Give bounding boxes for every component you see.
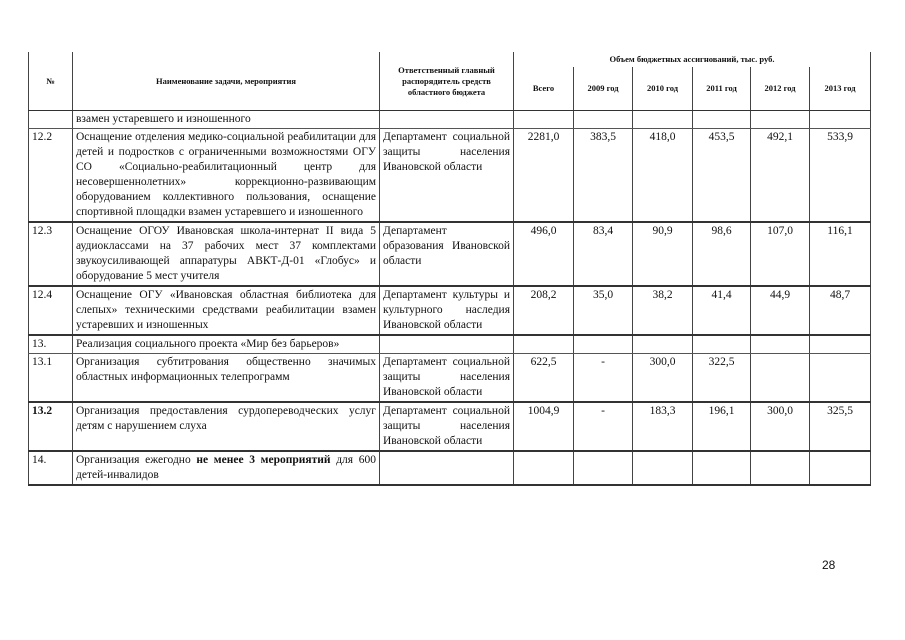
row-year-2011 bbox=[693, 335, 751, 354]
row-dept: Департамент социальной защиты населения Ивановской области bbox=[380, 129, 514, 223]
table-row bbox=[29, 111, 871, 129]
row-year-2012 bbox=[751, 451, 810, 485]
table-row bbox=[29, 402, 871, 451]
header-year-2009: 2009 год bbox=[574, 67, 633, 111]
row-task bbox=[73, 451, 380, 485]
row-dept: Департамент образования Ивановской области bbox=[380, 222, 514, 286]
row-year-2012 bbox=[751, 354, 810, 403]
row-task: Оснащение отделения медико-социальной реабилитации для детей и подростков с ограниченными возможностями ОГУ СО «Социально-реабилитационный центр для несовершеннолетних» коррекционно-развивающим оборудованием коллективного пользования, оснащение спортивной площадки взамен устаревшего и изношенного bbox=[73, 129, 380, 223]
row-num: 12.3 bbox=[29, 222, 73, 286]
budget-table bbox=[28, 52, 871, 486]
row-dept bbox=[380, 451, 514, 485]
row-year-2010 bbox=[633, 335, 693, 354]
row-task: Организация субтитрования общественно значимых областных информационных телепрограмм bbox=[73, 354, 380, 403]
table-row bbox=[29, 451, 871, 485]
row-dept: Департамент социальной защиты населения Ивановской области bbox=[380, 354, 514, 403]
row-num: 13.1 bbox=[29, 354, 73, 403]
row-total bbox=[514, 335, 574, 354]
row-year-2013 bbox=[810, 451, 871, 485]
row-task: Оснащение ОГУ «Ивановская областная библиотека для слепых» техническими средствами реабилитации взамен устаревших и изношенных bbox=[73, 286, 380, 335]
row-year-2013 bbox=[810, 335, 871, 354]
row-year-2012: 492,1 bbox=[751, 129, 810, 223]
row-task-bold: не менее 3 мероприятий bbox=[196, 454, 331, 466]
row-year-2010: 418,0 bbox=[633, 129, 693, 223]
row-task: Оснащение ОГОУ Ивановская школа-интернат II вида 5 аудиоклассами на 37 рабочих мест 37 комплектами звукоусиливающей аппаратуры АВКТ-Д-01 «Глобус» и оборудование 5 мест учителя bbox=[73, 222, 380, 286]
row-year-2011: 453,5 bbox=[693, 129, 751, 223]
header-year-2010: 2010 год bbox=[633, 67, 693, 111]
row-total: 622,5 bbox=[514, 354, 574, 403]
row-year-2009: 383,5 bbox=[574, 129, 633, 223]
table-row bbox=[29, 354, 871, 403]
table-row bbox=[29, 286, 871, 335]
row-year-2010 bbox=[633, 451, 693, 485]
row-task-pre: Организация ежегодно bbox=[76, 454, 197, 466]
row-total bbox=[514, 451, 574, 485]
header-task: Наименование задачи, мероприятия bbox=[73, 52, 380, 111]
row-num: 14. bbox=[29, 451, 73, 485]
row-year-2009: 83,4 bbox=[574, 222, 633, 286]
row-year-2009: 35,0 bbox=[574, 286, 633, 335]
row-year-2009: - bbox=[574, 354, 633, 403]
row-year-2010: 183,3 bbox=[633, 402, 693, 451]
page-number: 28 bbox=[822, 558, 836, 572]
row-num: 13.2 bbox=[29, 402, 73, 451]
row-task: Реализация социального проекта «Мир без барьеров» bbox=[73, 335, 380, 354]
row-year-2011: 196,1 bbox=[693, 402, 751, 451]
row-year-2011: 322,5 bbox=[693, 354, 751, 403]
header-budget-group: Объем бюджетных ассигнований, тыс. руб. bbox=[514, 52, 871, 67]
row-dept: Департамент культуры и культурного наследия Ивановской области bbox=[380, 286, 514, 335]
row-year-2013: 325,5 bbox=[810, 402, 871, 451]
row-total: 2281,0 bbox=[514, 129, 574, 223]
row-year-2013: 116,1 bbox=[810, 222, 871, 286]
header-responsible: Ответственный главный распорядитель средств областного бюджета bbox=[380, 52, 514, 111]
row-year-2012: 107,0 bbox=[751, 222, 810, 286]
row-task-post: для 600 детей-инвалидов bbox=[76, 454, 376, 481]
header-year-2011: 2011 год bbox=[693, 67, 751, 111]
row-year-2013: 533,9 bbox=[810, 129, 871, 223]
header-year-2013: 2013 год bbox=[810, 67, 871, 111]
header-num: № bbox=[29, 52, 73, 111]
row-num: 13. bbox=[29, 335, 73, 354]
row-total: 496,0 bbox=[514, 222, 574, 286]
row-dept: Департамент социальной защиты населения Ивановской области bbox=[380, 402, 514, 451]
table-row bbox=[29, 335, 871, 354]
row-year-2012: 44,9 bbox=[751, 286, 810, 335]
row-year-2011: 41,4 bbox=[693, 286, 751, 335]
row-year-2012 bbox=[751, 335, 810, 354]
header-year-2012: 2012 год bbox=[751, 67, 810, 111]
row-year-2010: 38,2 bbox=[633, 286, 693, 335]
row-num: 12.2 bbox=[29, 129, 73, 223]
row-year-2011: 98,6 bbox=[693, 222, 751, 286]
row-task: Организация предоставления сурдопереводческих услуг детям с нарушением слуха bbox=[73, 402, 380, 451]
row-year-2009 bbox=[574, 335, 633, 354]
row-year-2011 bbox=[693, 451, 751, 485]
row-year-2012: 300,0 bbox=[751, 402, 810, 451]
row-dept bbox=[380, 335, 514, 354]
row-total: 1004,9 bbox=[514, 402, 574, 451]
table-row bbox=[29, 222, 871, 286]
continuation-text: взамен устаревшего и изношенного bbox=[73, 111, 380, 129]
row-year-2013 bbox=[810, 354, 871, 403]
row-total: 208,2 bbox=[514, 286, 574, 335]
row-num: 12.4 bbox=[29, 286, 73, 335]
row-year-2009 bbox=[574, 451, 633, 485]
header-total: Всего bbox=[514, 67, 574, 111]
row-year-2013: 48,7 bbox=[810, 286, 871, 335]
row-year-2009: - bbox=[574, 402, 633, 451]
table-row bbox=[29, 129, 871, 223]
row-year-2010: 90,9 bbox=[633, 222, 693, 286]
row-year-2010: 300,0 bbox=[633, 354, 693, 403]
